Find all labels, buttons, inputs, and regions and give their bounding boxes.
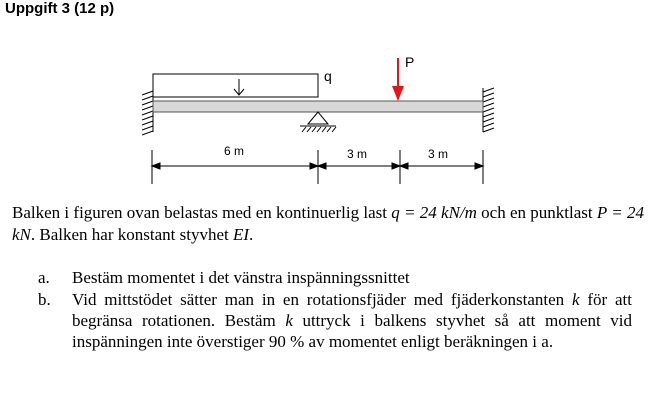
left-fixed-support — [142, 91, 153, 135]
task-a-text: Bestäm momentet i det vänstra inspänningssnittet — [72, 268, 410, 287]
right-fixed-support — [483, 88, 494, 132]
task-a — [12, 267, 634, 289]
task-b-marker: b. — [38, 290, 51, 309]
dim-label-left: 6 m — [224, 144, 245, 158]
dim-label-right: 3 m — [428, 147, 449, 161]
problem-statement: Balken i figuren ovan belastas med en kontinuerlig last q = 24 kN/m och en punktlast P = 24 kN. Balken har konstant styvhet EI. — [12, 203, 644, 244]
p-expression: P = 24 kN — [12, 203, 644, 244]
stiffness-ei: EI — [232, 225, 250, 244]
q-expression: q = 24 kN/m — [391, 203, 477, 222]
task-a-marker: a. — [38, 268, 50, 287]
task-b — [12, 289, 634, 379]
distributed-load-block — [153, 74, 318, 97]
task-title: Uppgift 3 (12 p) — [5, 0, 115, 17]
dim-label-mid: 3 m — [347, 147, 368, 161]
task-b-text: Vid mittstödet sätter man in en rotationsfjäder med fjäderkonstanten k för att begränsa rotationen. Bestäm k uttryck i balkens styvhet så att moment vid inspänningen inte överstiger 90 % av momentet enligt beräkningen i a. — [72, 290, 632, 351]
beam-figure — [0, 0, 663, 200]
load-p-label: P — [405, 54, 415, 70]
pin-support — [300, 112, 336, 132]
beam — [153, 101, 483, 112]
load-q-label: q — [324, 68, 332, 84]
point-load-arrow — [392, 58, 404, 101]
